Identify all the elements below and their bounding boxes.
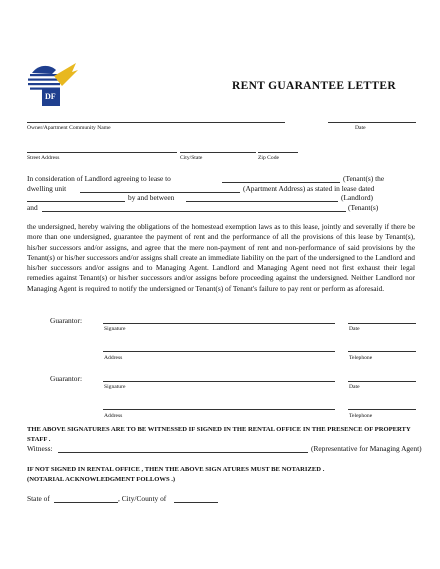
owner-name-line[interactable] [27, 122, 285, 123]
document-title: RENT GUARANTEE LETTER [232, 80, 396, 92]
consideration-line-1a: In consideration of Landlord agreeing to lease to [27, 174, 171, 183]
guarantor-2-telephone-line[interactable] [348, 409, 416, 410]
date-line[interactable] [328, 122, 416, 123]
guarantor-2-signature-line[interactable] [103, 381, 335, 382]
street-address-label: Street Address [27, 155, 60, 161]
witness-label: Witness: [27, 444, 53, 453]
consideration-line-3a: by and between [128, 193, 175, 202]
guarantor-1-telephone-label: Telephone [349, 355, 373, 361]
company-logo [28, 62, 80, 108]
guarantor-1-label: Guarantor: [50, 316, 83, 325]
guarantor-2-signature-label: Signature [104, 384, 126, 390]
state-line[interactable] [54, 502, 118, 503]
date-label: Date [355, 125, 366, 131]
svg-text:DF: DF [45, 92, 56, 101]
notary-note: IF NOT SIGNED IN RENTAL OFFICE , THEN THE ABOVE SIGN ATURES MUST BE NOTARIZED . [27, 466, 325, 473]
consideration-line-1b: (Tenant(s) the [343, 174, 385, 183]
guarantor-1-address-label: Address [104, 355, 123, 361]
guarantor-1-signature-label: Signature [104, 326, 126, 332]
county-label: , City/County of [118, 494, 167, 503]
consideration-line-4a: and [27, 203, 38, 212]
guarantor-2-address-line[interactable] [103, 409, 335, 410]
guarantor-1-date-label: Date [349, 326, 360, 332]
tenant-name-line[interactable] [222, 182, 340, 183]
guarantor-1-signature-line[interactable] [103, 323, 335, 324]
witness-representative-label: (Representative for Managing Agent) [311, 444, 422, 453]
witness-signature-line[interactable] [58, 452, 308, 453]
guarantor-1-telephone-line[interactable] [348, 351, 416, 352]
notary-note-2: (NOTARIAL ACKNOWLEDGMENT FOLLOWS .) [27, 476, 176, 483]
owner-name-label: Owner/Apartment Community Name [27, 125, 111, 131]
guarantor-1-date-line[interactable] [348, 323, 416, 324]
city-state-line[interactable] [180, 152, 256, 153]
guarantor-2-date-label: Date [349, 384, 360, 390]
consideration-line-3b: (Landlord) [341, 193, 374, 202]
state-label: State of [27, 494, 50, 503]
zip-code-line[interactable] [258, 152, 298, 153]
consideration-line-2a: dwelling unit [27, 184, 67, 193]
city-state-label: City/State [180, 155, 203, 161]
consideration-line-4b: (Tenant(s) [348, 203, 379, 212]
witness-note: THE ABOVE SIGNATURES ARE TO BE WITNESSED IF SIGNED IN THE RENTAL OFFICE IN THE PRESENCE OF PROPERTY STAFF . [27, 426, 411, 443]
zip-code-label: Zip Code [258, 155, 279, 161]
county-line[interactable] [174, 502, 218, 503]
guarantor-1-address-line[interactable] [103, 351, 335, 352]
landlord-name-line[interactable] [186, 201, 338, 202]
guarantor-2-label: Guarantor: [50, 374, 83, 383]
lease-date-line[interactable] [27, 201, 125, 202]
guarantor-2-date-line[interactable] [348, 381, 416, 382]
guarantee-paragraph: the undersigned, hereby waiving the obligations of the homestead exemption laws as to this lease, jointly and severally if there be more than one undersigned, guarantee the payment of rent and the performance of all the provisions of this lease by Tenant(s), his/her successors and/or assigns, and agree that the mere non-payment of rent and non-performance of said provisions by the Tenant(s) or his/her successors and/or assigns shall create an immediate liability on the part of the undersigned to the Landlord and his/her successors and/or assigns and to Managing Agent. Landlord and Managing Agent need not first exhaust their legal remedies against Tenant(s) or his/her successors and/or assigns before proceeding against the undersigned. Neither Landlord nor Managing Agent is required to notify the undersigned or Tenant(s) of Tenant's failure to pay rent or perform as aforesaid. [27, 222, 415, 293]
street-address-line[interactable] [27, 152, 177, 153]
consideration-line-2b: (Apartment Address) as stated in lease dated [243, 184, 375, 193]
second-tenant-line[interactable] [42, 211, 346, 212]
guarantor-2-address-label: Address [104, 413, 123, 419]
guarantor-2-telephone-label: Telephone [349, 413, 373, 419]
